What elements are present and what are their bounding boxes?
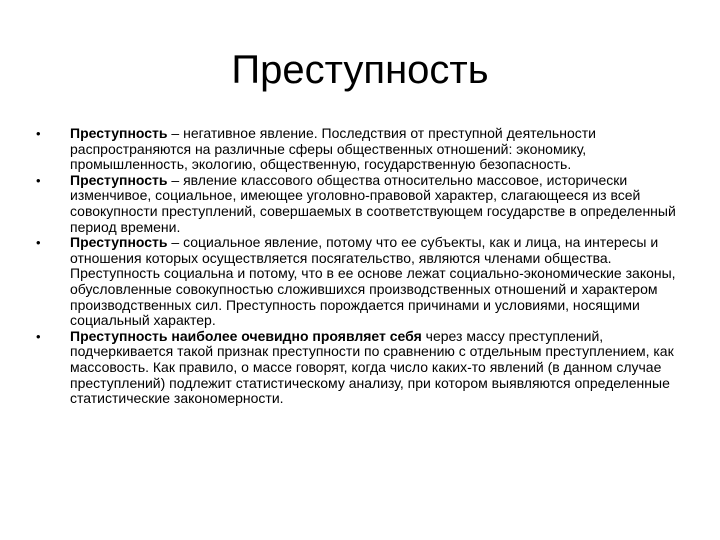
bullet-item-4-term: Преступность наиболее очевидно проявляет себя bbox=[70, 327, 422, 344]
bullet-item-3 bbox=[36, 235, 681, 329]
bullet-item-2 bbox=[36, 173, 681, 235]
bullet-item-1 bbox=[36, 126, 681, 173]
bullet-item-2-text: – явление классового общества относительно массовое, исторически изменчивое, социальное, имеющее уголовно-правовой характер, слагающееся из всей совокупности преступлений, совершаемых в соответствующем государстве в определенный период времени. bbox=[70, 171, 676, 235]
bullet-item-1-text: – негативное явление. Последствия от преступной деятельности распространяются на различные сферы общественных отношений: экономику, промышленность, экологию, общественную, государственную безопасность. bbox=[70, 125, 596, 173]
bullet-item-3-text: – социальное явление, потому что ее субъекты, как и лица, на интересы и отношения которых осуществляется посягательство, являются членами общества. Преступность социальна и потому, что в ее основе лежат социально-экономические законы, обусловленные совокупностью сложившихся производственных отношений и характером производственных сил. Преступность порождается причинами и условиями, носящими социальный характер. bbox=[70, 234, 676, 329]
bullet-item-4 bbox=[36, 329, 681, 407]
bullet-icon: • bbox=[36, 126, 41, 141]
bullet-item-3-term: Преступность bbox=[70, 234, 168, 251]
bullet-item-4-text: через массу преступлений, подчеркивается такой признак преступности по сравнению с отдельным преступлением, как массовость. Как правило, о массе говорят, когда число каких-то явлений (в данном случае преступлений) подлежит статистическому анализу, при котором выявляются определенные статистические закономерности. bbox=[70, 327, 674, 407]
bullet-item-1-term: Преступность bbox=[70, 125, 168, 141]
bullet-icon: • bbox=[36, 328, 41, 344]
bullet-item-2-term: Преступность bbox=[70, 171, 168, 188]
bullet-list bbox=[36, 126, 681, 407]
slide-title: Преступность bbox=[231, 48, 489, 92]
bullet-icon: • bbox=[36, 172, 41, 188]
bullet-icon: • bbox=[36, 235, 41, 251]
